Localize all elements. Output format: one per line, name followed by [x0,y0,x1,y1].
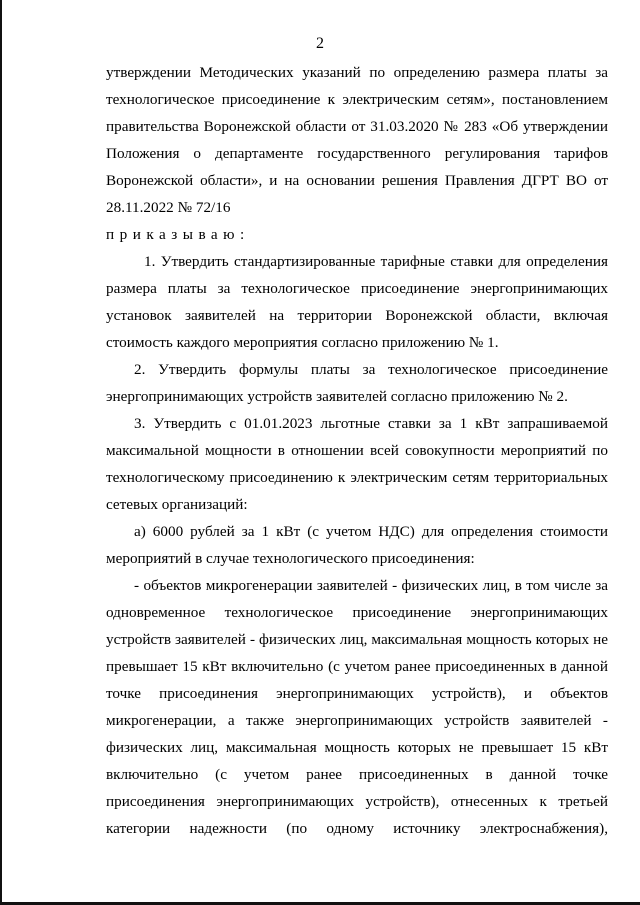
text-line: превышает 15 кВт включительно (с учетом ранее присоединенных в данной [106,658,608,675]
text-line: включительно (с учетом ранее присоединенных в данной точке [106,766,608,783]
text-line: технологическое присоединение к электрическим сетям», постановлением [106,91,608,108]
text-line: 28.11.2022 № 72/16 [106,199,231,216]
text-line: категории надежности (по одному источнику электроснабжения), [106,820,608,837]
text-line: утверждении Методических указаний по определению размера платы за [106,64,608,81]
text-line: мероприятий в случае технологического присоединения: [106,550,475,567]
text-line: одновременное технологическое присоединение энергопринимающих [106,604,608,621]
page-number: 2 [316,35,324,52]
text-line: энергопринимающих устройств заявителей согласно приложению № 2. [106,388,568,405]
text-line: - объектов микрогенерации заявителей - физических лиц, в том числе за [134,577,608,594]
text-line: присоединения энергопринимающих устройств), отнесенных к третьей [106,793,608,810]
text-line: устройств заявителей - физических лиц, максимальная мощность которых не [106,631,608,648]
text-line: технологическому присоединению к электрическим сетям территориальных [106,469,608,486]
text-line: стоимость каждого мероприятия согласно приложению № 1. [106,334,499,351]
text-line: микрогенерации, а также энергопринимающих устройств заявителей - [106,712,608,729]
document-body [106,59,608,842]
order-keyword: приказываю: [106,226,250,243]
text-line: 2. Утвердить формулы платы за технологическое присоединение [134,361,608,378]
text-line: размера платы за технологическое присоединение энергопринимающих [106,280,608,297]
scan-edge-left [0,0,2,905]
text-line: Воронежской области», и на основании решения Правления ДГРТ ВО от [106,172,608,189]
text-line: установок заявителей на территории Воронежской области, включая [106,307,608,324]
text-line: физических лиц, максимальная мощность которых не превышает 15 кВт [106,739,608,756]
text-line: а) 6000 рублей за 1 кВт (с учетом НДС) для определения стоимости [134,523,608,540]
text-line: Положения о департаменте государственного регулирования тарифов [106,145,608,162]
text-line: правительства Воронежской области от 31.03.2020 № 283 «Об утверждении [106,118,608,135]
text-line: 1. Утвердить стандартизированные тарифные ставки для определения [144,253,608,270]
text-line: максимальной мощности в отношении всей совокупности мероприятий по [106,442,608,459]
text-line: 3. Утвердить с 01.01.2023 льготные ставки за 1 кВт запрашиваемой [134,415,608,432]
text-line: сетевых организаций: [106,496,248,513]
text-line: точке присоединения энергопринимающих устройств), и объектов [106,685,608,702]
